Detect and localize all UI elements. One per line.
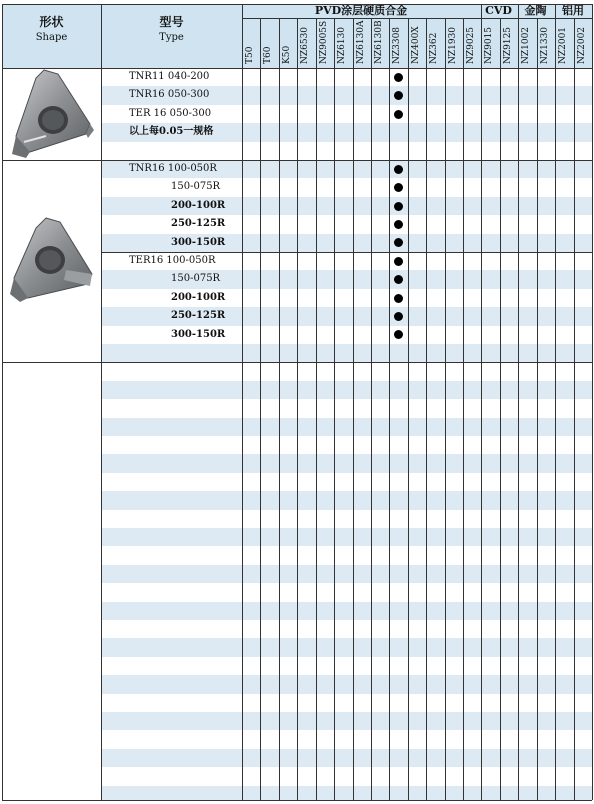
- grade-column-divider: [334, 18, 335, 800]
- row-label: 150-075R: [171, 181, 221, 193]
- group-cvd: CVD: [485, 4, 512, 17]
- availability-dot: [394, 330, 403, 339]
- availability-dot: [394, 165, 403, 174]
- grade-label: NZ400X: [410, 26, 421, 64]
- grade-column-divider: [389, 18, 390, 800]
- row-label: 200-100R: [171, 199, 226, 211]
- table-border-bottom: [2, 800, 592, 801]
- grade-label: NZ6130B: [373, 20, 384, 64]
- row-label: 以上每0.05一规格: [129, 126, 214, 138]
- row-label: TNR16 050-300: [129, 89, 210, 101]
- grade-label: NZ9025: [466, 26, 477, 64]
- row-label: TNR11 040-200: [129, 71, 210, 82]
- grade-column-divider: [260, 18, 261, 800]
- grade-label: NZ1930: [447, 26, 458, 64]
- availability-dot: [394, 183, 403, 192]
- grade-label: K50: [281, 45, 292, 64]
- grade-column-divider: [445, 18, 446, 800]
- availability-dot: [394, 294, 403, 303]
- group-cermet: 金陶: [524, 4, 547, 17]
- row-label: 200-100R: [171, 291, 226, 303]
- grade-column-divider: [408, 18, 409, 800]
- grade-column-divider: [297, 18, 298, 800]
- group-divider: [555, 4, 556, 800]
- grade-column-divider: [463, 18, 464, 800]
- grade-column-divider: [574, 18, 575, 800]
- grade-column-divider: [353, 18, 354, 800]
- shape-type-divider: [101, 4, 102, 800]
- grade-label: NZ9125: [502, 26, 513, 64]
- group-aluminum: 铝用: [562, 4, 584, 17]
- availability-dot: [394, 220, 403, 229]
- grade-label: T60: [263, 46, 274, 64]
- insert-tnr16-image: [6, 214, 98, 304]
- type-header: [101, 14, 242, 46]
- grade-label: NZ9015: [484, 26, 495, 64]
- shape-header-cn: 形状: [39, 15, 64, 29]
- grade-label: NZ362: [429, 32, 440, 64]
- availability-dot: [394, 312, 403, 321]
- row-label: TNR16 100-050R: [129, 163, 217, 174]
- type-grade-divider: [242, 4, 243, 800]
- grade-label: NZ1002: [521, 26, 532, 64]
- grade-column-divider: [537, 18, 538, 800]
- group-header-divider: [242, 18, 592, 19]
- group-pvd: PVD涂层硬质合金: [314, 4, 408, 17]
- table-border-top: [2, 4, 592, 5]
- availability-dot: [394, 110, 403, 119]
- grade-column-divider: [426, 18, 427, 800]
- grade-label: NZ3308: [392, 26, 403, 64]
- grade-label: NZ6130A: [355, 20, 366, 64]
- row-label: 250-125R: [171, 218, 226, 230]
- grade-label: NZ6130: [337, 26, 348, 64]
- availability-dot: [394, 202, 403, 211]
- grade-label: NZ1330: [539, 26, 550, 64]
- grade-column-divider: [500, 18, 501, 800]
- grade-label: T50: [245, 46, 255, 64]
- shape-header-en: Shape: [35, 32, 68, 43]
- group-divider: [481, 4, 482, 800]
- grade-column-divider: [371, 18, 372, 800]
- grade-column-divider: [316, 18, 317, 800]
- row-label: 150-075R: [171, 273, 221, 285]
- group-divider: [518, 4, 519, 800]
- availability-dot: [394, 73, 403, 82]
- row-label: 250-125R: [171, 310, 226, 322]
- grade-label: NZ6530: [300, 26, 311, 64]
- row-label: 300-150R: [171, 236, 226, 248]
- insert-tnr11-image: [6, 66, 96, 160]
- grade-label: NZ2001: [558, 26, 569, 64]
- grade-column-divider: [279, 18, 280, 800]
- type-header-cn: 型号: [159, 15, 184, 29]
- type-header-en: Type: [159, 32, 184, 43]
- table-border-right: [592, 4, 593, 800]
- row-label: TER 16 050-300: [129, 107, 212, 119]
- row-label: 300-150R: [171, 328, 226, 340]
- shape-header: [2, 14, 101, 46]
- grade-label: NZ2002: [576, 26, 587, 64]
- grade-label: NZ9005S: [318, 20, 329, 64]
- table-border-left: [2, 4, 3, 800]
- availability-dot: [394, 257, 403, 266]
- row-label: TER16 100-050R: [129, 255, 216, 266]
